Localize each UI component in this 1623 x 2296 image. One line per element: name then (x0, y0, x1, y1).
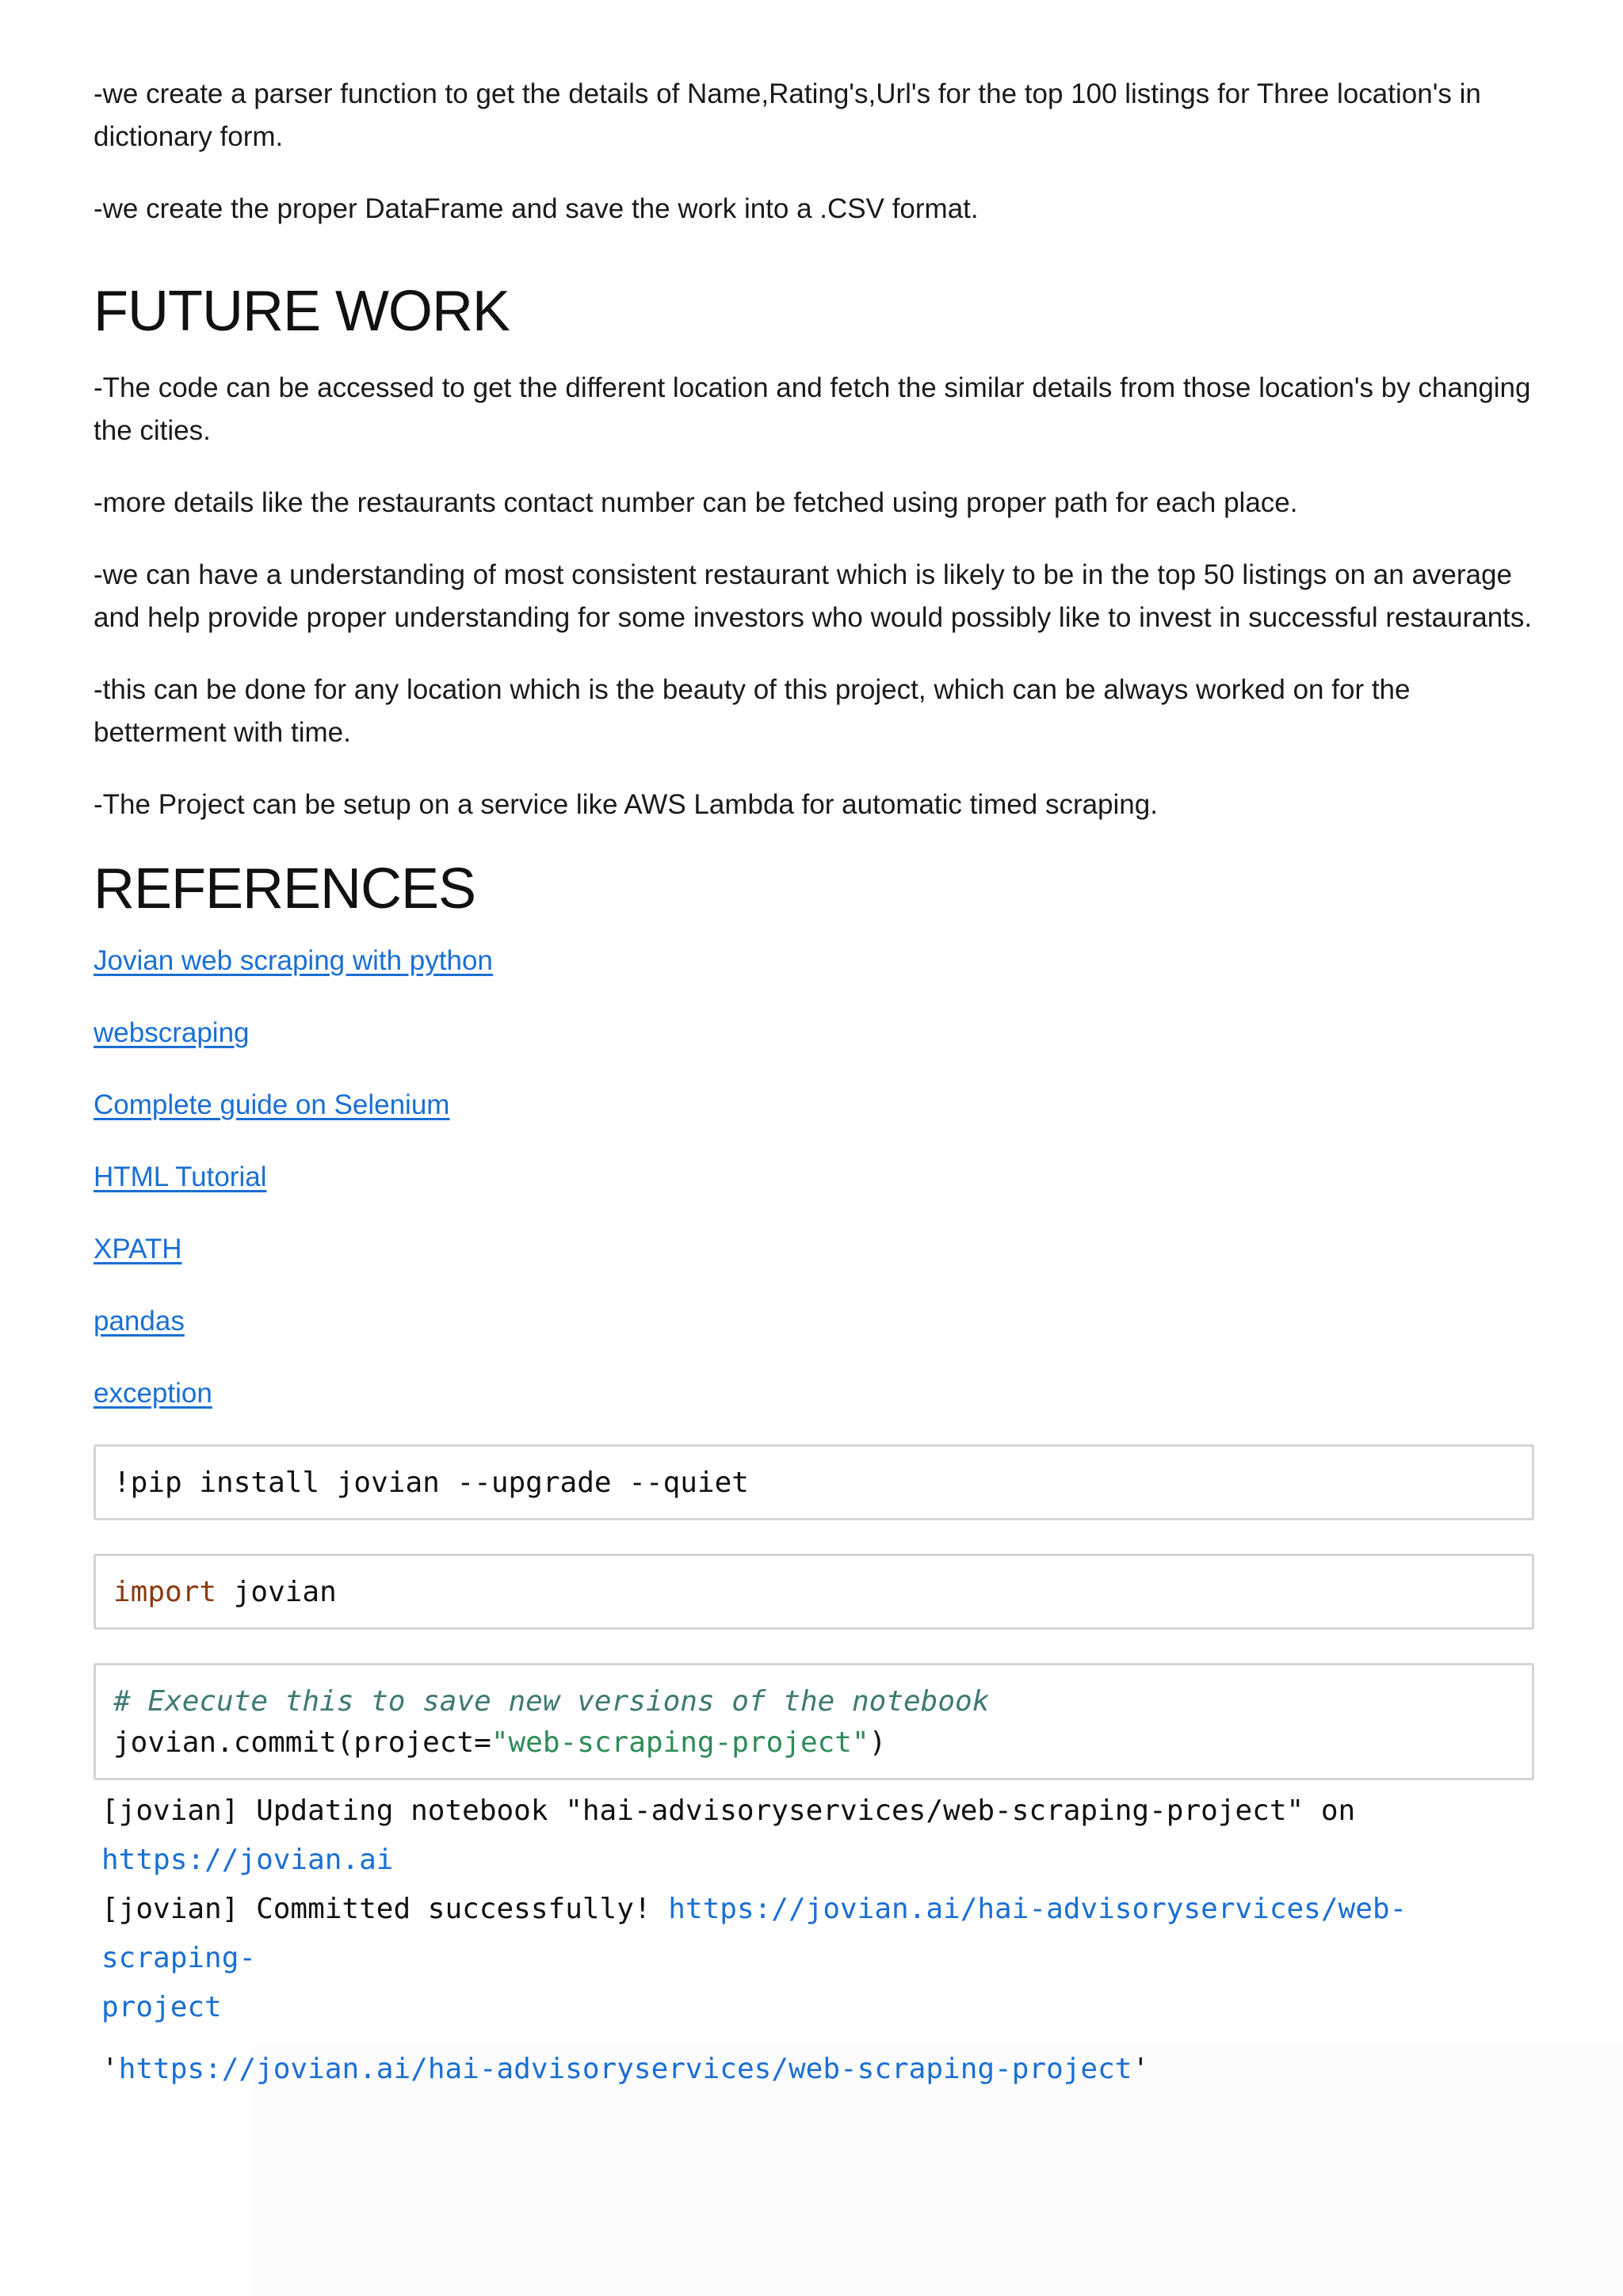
future-paragraph: -this can be done for any location which is the beauty of this project, which can be always worked on for the betterment with time. (94, 674, 1411, 748)
output-link-jovian[interactable]: https://jovian.ai (101, 1844, 394, 1876)
result-quote-open: ' (101, 2053, 119, 2085)
cell-result (94, 2045, 1534, 2094)
output-line (101, 1787, 1526, 1836)
code-text: jovian.commit(project= (113, 1726, 491, 1759)
future-paragraph: -we can have a understanding of most consistent restaurant which is likely to be in the top 50 listings on an average and help provide proper understanding for some investors who would possibly like to invest in successful restaurants. (94, 559, 1533, 633)
result-link[interactable]: https://jovian.ai/hai-advisoryservices/web-scraping-project (118, 2053, 1132, 2085)
future-work-heading: FUTURE WORK (94, 280, 510, 343)
output-line (101, 1983, 1526, 2032)
references-heading: REFERENCES (94, 857, 476, 921)
reference-link-jovian[interactable]: Jovian web scraping with python (94, 945, 493, 976)
code-comment: # Execute this to save new versions of the notebook (113, 1685, 990, 1718)
output-line (101, 1836, 1526, 1885)
future-paragraph: -The Project can be setup on a service like AWS Lambda for automatic timed scraping. (94, 789, 1158, 820)
future-paragraph: -The code can be accessed to get the different location and fetch the similar details from those location's by changing the cities. (94, 372, 1531, 446)
code-text: ) (869, 1726, 887, 1759)
future-paragraph: -more details like the restaurants contact number can be fetched using proper path for each place. (94, 487, 1298, 518)
result-quote-close: ' (1132, 2053, 1150, 2085)
code-text: jovian (216, 1576, 337, 1608)
keyword-import: import (113, 1576, 217, 1608)
code-cell-pip-install[interactable] (94, 1444, 1534, 1520)
reference-link-xpath[interactable]: XPATH (94, 1234, 182, 1264)
intro-paragraph-1: -we create a parser function to get the details of Name,Rating's,Url's for the top 100 listings for Three location's in dictionary form. (94, 78, 1481, 152)
reference-link-pandas[interactable]: pandas (94, 1306, 185, 1337)
document-page (94, 73, 1534, 2094)
intro-paragraph-2: -we create the proper DataFrame and save the work into a .CSV format. (94, 193, 979, 224)
output-line (101, 1885, 1526, 1983)
code-cell-commit[interactable] (94, 1663, 1534, 1780)
cell-output (94, 1787, 1534, 2032)
output-link-project-cont[interactable]: project (101, 1991, 222, 2023)
reference-link-exception[interactable]: exception (94, 1378, 212, 1409)
reference-link-html-tutorial[interactable]: HTML Tutorial (94, 1161, 267, 1192)
reference-link-webscraping[interactable]: webscraping (94, 1017, 250, 1048)
reference-link-selenium[interactable]: Complete guide on Selenium (94, 1089, 450, 1120)
code-cell-import[interactable] (94, 1554, 1534, 1630)
output-text: [jovian] Updating notebook "hai-advisoryservices/web-scraping-project" on (101, 1794, 1356, 1827)
output-text: [jovian] Committed successfully! (101, 1893, 669, 1925)
output-link-project[interactable]: https://jovian.ai/hai-advisoryservices/web-scraping- (101, 1893, 1407, 1974)
code-string: "web-scraping-project" (491, 1726, 869, 1759)
code-text: !pip install jovian --upgrade --quiet (113, 1466, 749, 1499)
